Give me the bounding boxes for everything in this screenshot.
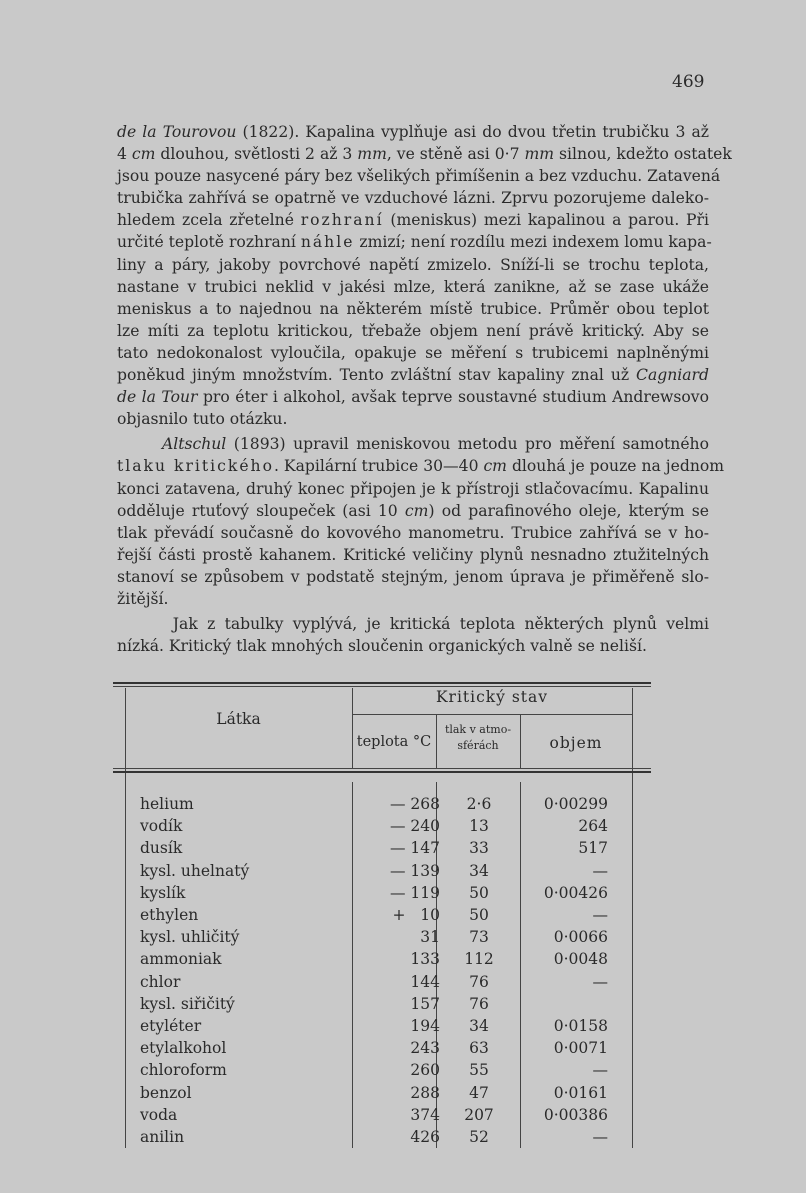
table-row — [113, 948, 653, 970]
substance-cell: chloroform — [140, 1061, 227, 1080]
text-segment: meniskus a to najednou na některém místě trubice. Průměr obou teplot — [117, 299, 709, 318]
text-segment: . Kapilární trubice 30—40 — [274, 457, 484, 476]
text-segment: de la Tourovou — [117, 123, 237, 141]
text-line — [117, 500, 709, 522]
text-segment: stanoví se způsobem v podstatě stejným, jenom úprava je přiměřeně slo- — [117, 567, 709, 586]
substance-cell: kysl. uhličitý — [140, 928, 240, 947]
table-row — [113, 904, 653, 926]
pressure-cell: 76 — [469, 972, 489, 991]
table-row — [113, 1126, 653, 1148]
volume-cell: — — [592, 1128, 608, 1146]
text-line — [117, 254, 709, 276]
pressure-cell: 207 — [464, 1105, 494, 1124]
volume-cell: 0·0161 — [553, 1083, 608, 1102]
temperature-cell: + 10 — [392, 906, 440, 924]
substance-cell: ethylen — [140, 906, 199, 924]
text-segment: cm — [404, 501, 429, 520]
page-number: 469 — [672, 72, 705, 92]
text-segment: silnou, kdežto ostatek — [554, 145, 732, 164]
text-line — [117, 209, 709, 231]
table-row — [113, 860, 653, 882]
substance-cell: kysl. siřičitý — [140, 994, 235, 1013]
temperature-cell: — 240 — [389, 817, 440, 836]
volume-cell: 517 — [578, 839, 608, 858]
text-segment: zmizí; není rozdílu mezi indexem lomu kapa- — [354, 233, 712, 252]
pressure-cell: 50 — [469, 883, 489, 902]
substance-cell: benzol — [140, 1083, 192, 1102]
table-row — [113, 815, 653, 837]
text-segment: 4 — [117, 145, 132, 164]
text-line — [117, 187, 709, 209]
text-segment: (1822). Kapalina vyplňuje asi do dvou třetin trubičku 3 až — [236, 123, 709, 141]
text-segment: Cagniard — [636, 366, 709, 385]
text-line — [117, 386, 709, 408]
text-segment: řejší části prostě kahanem. Kritické veličiny plynů nesnadno ztužitelných — [117, 545, 709, 564]
temperature-cell: — 119 — [389, 883, 440, 902]
text-segment: lze míti za teplotu kritickou, třebaže objem není právě kritický. Aby se — [117, 321, 709, 340]
table-row — [113, 926, 653, 948]
table-row — [113, 1059, 653, 1081]
volume-cell: 0·0071 — [553, 1039, 608, 1058]
temperature-cell: 157 — [410, 994, 440, 1013]
header-volume: objem — [549, 734, 603, 752]
table-row — [113, 1104, 653, 1126]
substance-cell: kyslík — [140, 883, 186, 902]
volume-cell: — — [592, 1061, 608, 1080]
substance-cell: voda — [140, 1105, 178, 1124]
volume-cell: — — [592, 972, 608, 991]
text-segment: určité teplotě rozhraní — [117, 233, 301, 252]
critical-state-table — [113, 682, 651, 1152]
temperature-cell: — 268 — [389, 795, 440, 813]
temperature-cell: 144 — [410, 972, 440, 991]
temperature-cell: 288 — [410, 1083, 440, 1102]
substance-cell: dusík — [140, 839, 183, 858]
pressure-cell: 55 — [469, 1061, 489, 1080]
substance-cell: anilin — [140, 1128, 185, 1146]
text-line — [117, 320, 709, 342]
text-segment: Altschul — [161, 435, 227, 454]
text-line — [117, 165, 721, 187]
substance-cell: chlor — [140, 972, 181, 991]
table-row — [113, 837, 653, 859]
text-segment: Jak z tabulky vyplývá, je kritická teplota některých plynů velmi — [117, 615, 709, 634]
header-critical-state: Kritický stav — [435, 688, 549, 706]
temperature-cell: 31 — [420, 928, 440, 947]
text-line — [117, 342, 709, 364]
pressure-cell: 2·6 — [466, 795, 492, 813]
text-line — [117, 408, 709, 430]
table-row — [113, 971, 653, 993]
text-segment: náhle — [300, 233, 355, 252]
substance-cell: helium — [140, 795, 194, 813]
text-segment: trubička zahřívá se opatrně ve vzduchové lázni. Zprvu pozorujeme daleko- — [117, 189, 709, 208]
text-segment: konci zatavena, druhý konec připojen je k přístroji stlačovacímu. Kapalinu — [117, 479, 709, 498]
text-segment: cm — [483, 457, 507, 476]
table-row — [113, 993, 653, 1015]
header-bottom-rule-thick — [113, 771, 651, 773]
text-line — [117, 298, 709, 320]
text-segment: tato nedokonalost vyloučila, opakuje se měření s trubicemi naplněnými — [117, 343, 709, 362]
text-segment: de la Tour — [117, 388, 198, 407]
pressure-cell: 13 — [469, 817, 489, 836]
table-row — [113, 793, 653, 815]
group-header-rule — [352, 714, 632, 715]
table-top-rule-thin — [113, 686, 651, 687]
temperature-cell: 426 — [410, 1128, 440, 1146]
text-segment: tlaku kritického — [117, 457, 274, 476]
text-line — [117, 613, 709, 635]
text-segment: cm — [131, 145, 156, 164]
temperature-cell: — 139 — [389, 861, 440, 880]
text-segment: nastane v trubici neklid v jakési mlze, která zanikne, až se zase ukáže — [117, 277, 709, 296]
header-pressure-line2: sférách — [457, 739, 499, 752]
temperature-cell: 243 — [410, 1039, 440, 1058]
text-line — [117, 635, 709, 657]
text-segment: ) od parafinového oleje, kterým se — [428, 501, 709, 520]
pressure-cell: 50 — [469, 906, 489, 924]
text-segment: mm — [524, 145, 555, 164]
header-pressure-line1: tlak v atmo- — [444, 723, 512, 736]
table-row — [113, 882, 653, 904]
temperature-cell: 194 — [410, 1017, 440, 1035]
pressure-cell: 73 — [469, 928, 489, 947]
substance-cell: ammoniak — [140, 950, 222, 969]
header-substance: Látka — [216, 710, 261, 728]
volume-cell: — — [592, 906, 608, 924]
text-line — [117, 455, 725, 477]
text-line — [117, 544, 709, 566]
text-segment: liny a páry, jakoby povrchové napětí zmizelo. Sníží-li se trochu teplota, — [117, 255, 709, 274]
temperature-cell: 260 — [410, 1061, 440, 1080]
volume-cell: 0·0048 — [553, 950, 608, 969]
text-segment: (meniskus) mezi kapalinou a parou. Při — [383, 211, 709, 230]
text-line — [117, 121, 709, 143]
pressure-cell: 112 — [464, 950, 494, 969]
text-segment: objasnilo tuto otázku. — [117, 410, 288, 429]
table-row — [113, 1015, 653, 1037]
text-segment: , ve stěně asi 0·7 — [386, 145, 525, 164]
substance-cell: kysl. uhelnatý — [140, 861, 250, 880]
header-temperature: teplota °C — [356, 734, 432, 750]
pressure-cell: 76 — [469, 994, 489, 1013]
pressure-cell: 34 — [469, 861, 489, 880]
temperature-cell: 374 — [410, 1105, 440, 1124]
substance-cell: etyléter — [140, 1017, 202, 1035]
text-segment: jsou pouze nasycené páry bez všelikých přimíšenin a bez vzduchu. Zatavená — [117, 167, 721, 186]
substance-cell: vodík — [140, 817, 183, 836]
text-segment: pro éter i alkohol, avšak teprve soustavné studium Andrewsovo — [197, 388, 709, 407]
volume-cell: 264 — [578, 817, 608, 836]
text-segment: odděluje rtuťový sloupeček (asi 10 — [117, 501, 405, 520]
volume-cell: 0·00386 — [543, 1105, 608, 1124]
text-line — [117, 522, 709, 544]
text-segment: tlak převádí současně do kovového manometru. Trubice zahřívá se v ho- — [117, 523, 709, 542]
text-segment: mm — [357, 145, 387, 164]
temperature-cell: 133 — [410, 950, 440, 969]
header-pressure — [436, 722, 520, 754]
text-segment: rozhraní — [300, 211, 384, 230]
text-line — [117, 566, 709, 588]
pressure-cell: 33 — [469, 839, 489, 858]
table-row — [113, 1037, 653, 1059]
text-line — [117, 588, 709, 610]
temperature-cell: — 147 — [389, 839, 440, 858]
header-bottom-rule — [113, 768, 651, 769]
text-segment: hledem zcela zřetelné — [117, 211, 301, 230]
text-segment: dlouhá je pouze na jednom — [506, 457, 725, 476]
text-segment — [117, 435, 162, 453]
body-text — [117, 121, 732, 657]
text-line — [117, 433, 709, 455]
table-top-rule — [113, 682, 651, 684]
text-line — [117, 478, 709, 500]
volume-cell: 0·0158 — [553, 1017, 608, 1035]
substance-cell: etylalkohol — [140, 1039, 227, 1058]
text-segment: poněkud jiným množstvím. Tento zvláštní stav kapaliny znal už — [117, 366, 637, 385]
text-segment: dlouhou, světlosti 2 až 3 — [155, 145, 358, 164]
text-segment: žitější. — [117, 589, 169, 608]
text-segment: nízká. Kritický tlak mnohých sloučenin organických valně se neliší. — [117, 637, 647, 656]
volume-cell: 0·0066 — [553, 928, 608, 947]
text-line — [117, 231, 712, 253]
pressure-cell: 47 — [469, 1083, 489, 1102]
volume-cell: 0·00299 — [543, 795, 608, 813]
text-line — [117, 143, 732, 165]
volume-cell: — — [592, 861, 608, 880]
table-row — [113, 1082, 653, 1104]
pressure-cell: 34 — [469, 1017, 489, 1035]
pressure-cell: 52 — [469, 1128, 489, 1146]
pressure-cell: 63 — [469, 1039, 489, 1058]
volume-cell: 0·00426 — [543, 883, 608, 902]
text-line — [117, 364, 709, 386]
text-segment: (1893) upravil meniskovou metodu pro měření samotného — [226, 435, 709, 454]
text-line — [117, 276, 709, 298]
